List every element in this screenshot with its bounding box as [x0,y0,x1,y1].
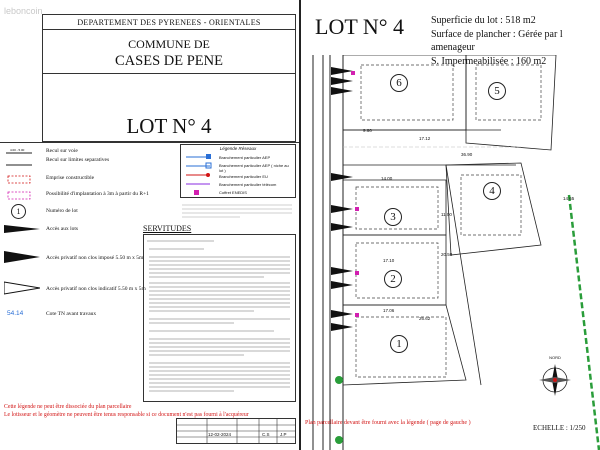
divider [43,73,295,74]
lot-number-5: 5 [488,82,506,100]
dimension-label: 14.65 [563,196,575,201]
plan-bottom-note: Plan parcellaire devant être fourni avec la légende ( page de gauche ) [305,420,471,426]
plan-page [299,0,600,450]
access-arrow-icon [4,222,40,240]
title-block-grid [177,419,295,443]
legend-label: Recul sur voie [46,148,78,154]
notes-text-lines [180,202,296,220]
plan-scale: ECHELLE : 1/250 [533,424,586,432]
lot-title: LOT N° 4 [126,114,212,138]
servitudes-text-lines [144,235,295,401]
lot-number-3: 3 [384,208,402,226]
compass [537,355,573,405]
lot-plancher: Surface de plancher : Gérée par l amenageur [431,28,563,53]
lot-number-2: 2 [384,270,402,288]
tn-level-symbol: 54.14 [7,310,24,317]
dimension-label: 9.66 [363,128,372,133]
lot-number-6: 6 [390,74,408,92]
network-label: Branchement particulier télécom [219,182,277,187]
divider [0,142,299,143]
title-box [42,14,296,142]
title-block [176,418,296,444]
network-label: Branchement particulier AEP [219,155,271,160]
lot-number-symbol: 1 [11,204,26,219]
title-block-checked: J.P [280,432,287,437]
legend-label: Emprise constructible [46,175,95,181]
servitudes-title: SERVITUDES [143,224,192,233]
legend-label: Cote TN avant travaux [46,311,97,317]
dimension-label: 14.00 [381,176,393,181]
dimension-label: 17.10 [383,258,395,263]
lot-number-1: 1 [390,335,408,353]
commune-label: COMMUNE DE [128,37,210,51]
dimension-label: 17.12 [419,136,431,141]
legend-bottom-note: Cette légende ne peut être dissociée du plan parcellaire [4,404,132,410]
lot-number-4: 4 [483,182,501,200]
dimension-label: 36.90 [461,152,473,157]
networks-legend-box [180,144,296,198]
compass-label: NORD [549,355,561,360]
networks-title: Légende Réseaux [219,146,257,151]
lot-superficie: Superficie du lot : 518 m2 [431,15,536,26]
svg-text:4.00 - 5.00: 4.00 - 5.00 [10,148,25,152]
watermark: leboncoin [4,6,43,16]
dimension-label: 20.50 [441,252,453,257]
legend-label: Numéro de lot [46,208,78,214]
dimension-label: 17.06 [383,308,395,313]
legend-page [0,0,299,450]
commune-name: CASES DE PENE [115,53,223,69]
network-label: Branchement particulier EU [219,174,268,179]
network-label: Branchement particulier AEP ( niche au lot ) [219,163,289,173]
divider [43,29,295,30]
plan-lot-title: LOT N° 4 [315,14,405,39]
servitudes-text-box [143,234,296,402]
dimension-label: 11.00 [441,212,452,217]
lot-impermeabilise: S. Impermeabilisée : 160 m2 [431,55,547,67]
access-imposed-icon [4,249,40,270]
title-block-drawn: C.S [262,432,270,437]
title-block-date: 12-02-2024 [208,432,232,437]
legend-label: Accès privatif non clos imposé 5.50 m x 5m [46,255,144,261]
access-indicative-icon [4,280,40,301]
dimension-label: 26.62 [419,316,431,321]
legend-label: Recul sur limites separatives [46,157,110,163]
legend-label: Accès aux lots [46,226,79,232]
legend-label: Accès privatif non clos indicatif 5.50 m x 5m [46,286,146,292]
network-label: Coffret ENEDIS [219,190,247,195]
compass-rose-icon [537,360,573,400]
legend-label: Possibilité d'implantation à 3m à partir du R+1 [46,191,149,197]
department-title: DEPARTEMENT DES PYRENEES - ORIENTALES [77,18,261,27]
legend-bottom-note-2: Le lotisseur et le géomètre ne peuvent être tenus responsable si ce document n'est pas fourni à l'acquéreur [4,412,249,418]
networks-symbols [184,153,214,197]
